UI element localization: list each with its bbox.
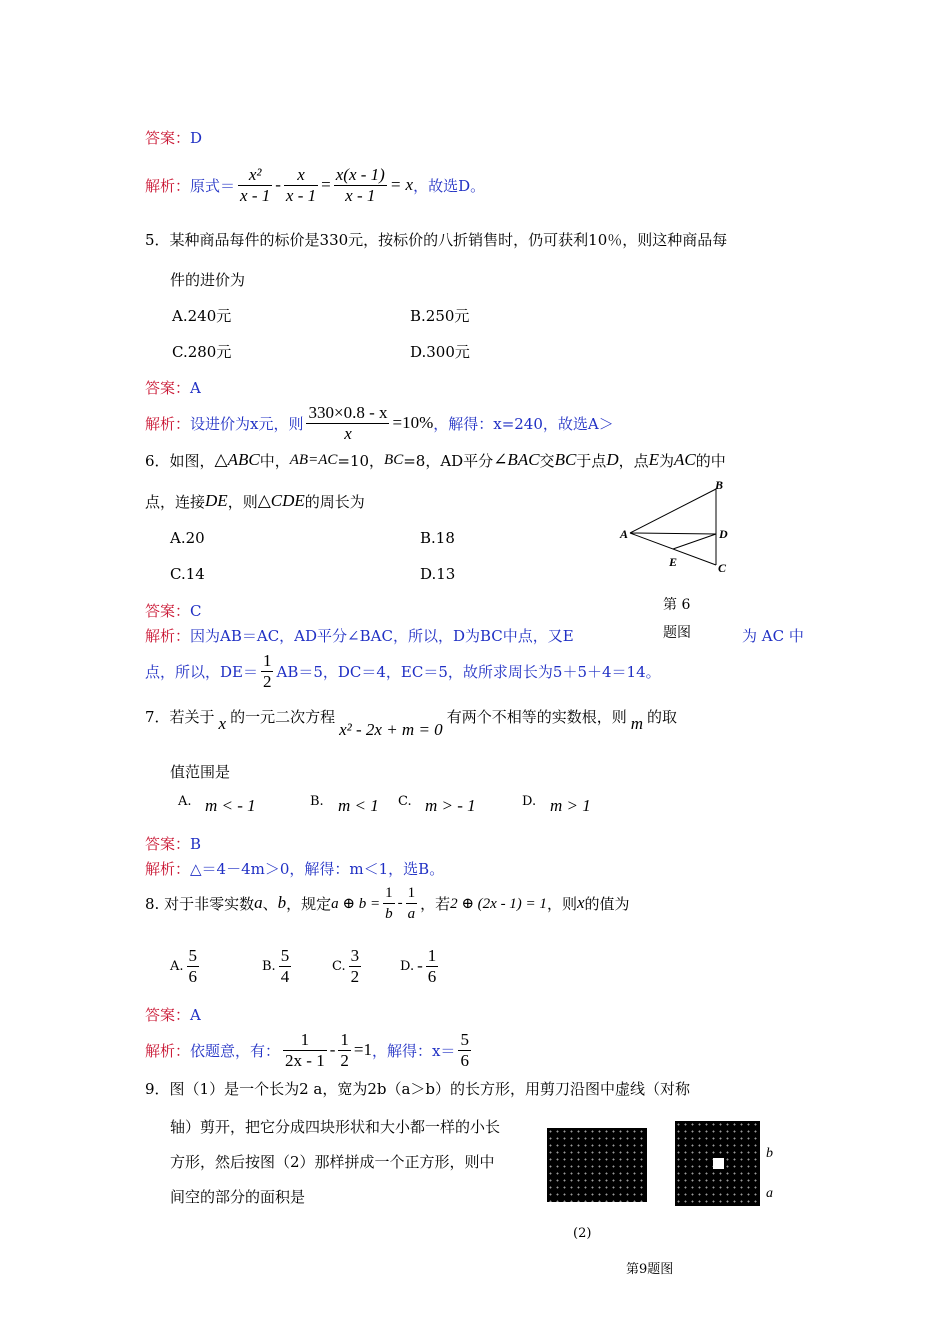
q6-stem-line2: 点，连接 DE ，则 △CDE 的周长为 bbox=[145, 491, 365, 511]
q4-analysis: 解析： 原式＝ $\frac{\text{x²}}{x - 1}$ - $\frac{x}{x - 1}$ = $\frac{x(x - 1)}{x - 1}$ = x ，故选D。 bbox=[145, 164, 486, 205]
q6-fig-caption-1: 第 6 bbox=[663, 597, 691, 613]
answer-value: D bbox=[190, 129, 203, 147]
segment-ad bbox=[630, 533, 716, 534]
q7-stem-line2: 值范围是 bbox=[170, 763, 231, 781]
q5-fraction: $\frac{330\times 0.8 - x}{x}$ bbox=[308, 402, 388, 443]
q7-analysis: 解析：△＝4－4m＞0，解得：m＜1，选B。 bbox=[145, 860, 445, 878]
q5-option-d: D.300元 bbox=[410, 343, 470, 361]
q8-option-c: C. $\frac{3}{2}$ bbox=[332, 945, 360, 986]
q6-option-a: A.20 bbox=[170, 529, 205, 547]
q7-option-a: m < - 1 bbox=[205, 796, 256, 815]
q5-option-a: A.240元 bbox=[172, 307, 232, 325]
q5-stem-line1: 5．某种商品每件的标价是330元，按标价的八折销售时，仍可获利10％，则这种商品每 bbox=[145, 231, 728, 249]
label-d: D bbox=[719, 527, 728, 541]
q5-answer: 答案：A bbox=[145, 379, 201, 397]
q7-option-d-label: D. bbox=[522, 794, 537, 809]
q7-option-b-label: B. bbox=[310, 794, 324, 809]
q8-option-b-fraction: $\frac{5}{4}$ bbox=[280, 945, 290, 986]
q8-option-d: D. - $\frac{1}{6}$ bbox=[400, 945, 437, 986]
analysis-suffix: ，故选D。 bbox=[413, 176, 486, 195]
q9-label-a: a bbox=[766, 1186, 773, 1201]
q9-figure-2-square bbox=[675, 1121, 760, 1206]
q5-option-c: C.280元 bbox=[172, 343, 232, 361]
label-c: C bbox=[718, 561, 727, 575]
q6-answer: 答案：C bbox=[145, 602, 202, 620]
triangle-figure bbox=[615, 478, 735, 578]
q5-option-b: B.250元 bbox=[410, 307, 470, 325]
q8-def-fraction-1: $\frac{1}{b}$ bbox=[385, 884, 393, 922]
q6-option-c: C.14 bbox=[170, 565, 205, 583]
q8-analysis-fraction-2: $\frac{1}{2}$ bbox=[340, 1029, 349, 1070]
q7-stem-line1: 7．若关于 x 的一元二次方程 x² - 2x + m = 0 有两个不相等的实数根，则 m 的取 bbox=[145, 707, 677, 739]
q8-option-d-fraction: $\frac{1}{6}$ bbox=[427, 945, 437, 986]
q6-analysis-line2: 点，所以，DE＝ $\frac{1}{2}$ AB＝5，DC＝4，EC＝5，故所求周长为5＋5＋4＝14。 bbox=[145, 650, 661, 691]
q9-stem-line1: 9．图（1）是一个长为2 a，宽为2b（a＞b）的长方形，用剪刀沿图中虚线（对称 bbox=[145, 1080, 691, 1098]
q8-option-b: B. $\frac{5}{4}$ bbox=[262, 945, 290, 986]
analysis-prefix: 原式＝ bbox=[190, 176, 236, 195]
q8-result-fraction: $\frac{5}{6}$ bbox=[460, 1029, 469, 1070]
q9-stem-line2: 轴）剪开，把它分成四块形状和大小都一样的小长 bbox=[170, 1118, 501, 1136]
q4-answer bbox=[145, 127, 202, 148]
q9-fig2-caption: (2) bbox=[573, 1226, 592, 1241]
q7-equation: x² - 2x + m = 0 bbox=[339, 720, 443, 739]
q8-answer: 答案：A bbox=[145, 1006, 201, 1024]
q7-option-a-label: A. bbox=[178, 794, 192, 809]
q6-stem-line1: 6．如图， △ABC 中， AB=AC =10， BC =8，AD平分 ∠BAC 交 BC 于点 D ，点 E 为 AC 的中 bbox=[145, 450, 726, 470]
q9-stem-line3: 方形，然后按图（2）那样拼成一个正方形，则中 bbox=[170, 1153, 495, 1171]
q9-center-hole bbox=[713, 1158, 724, 1169]
fraction-3: $\frac{x(x - 1)}{x - 1}$ bbox=[335, 164, 385, 205]
q5-analysis: 解析： 设进价为x元，则 $\frac{330\times 0.8 - x}{x}$ =10% ，解得：x=240，故选A＞ bbox=[145, 402, 614, 443]
q8-analysis: 解析： 依题意，有： $\frac{1}{2x - 1}$ - $\frac{1}{2}$ =1 ，解得：x＝ $\frac{5}{6}$ bbox=[145, 1029, 469, 1070]
label-e: E bbox=[669, 555, 678, 569]
q8-def-fraction-2: $\frac{1}{a}$ bbox=[407, 884, 416, 922]
q6-analysis-line1-tail: 为 AC 中 bbox=[742, 627, 804, 645]
q9-label-b: b bbox=[766, 1146, 773, 1161]
q7-option-d: m > 1 bbox=[550, 796, 591, 815]
q6-analysis-line1: 解析：因为AB＝AC，AD平分∠BAC，所以，D为BC中点，又E bbox=[145, 627, 574, 645]
q7-answer: 答案：B bbox=[145, 835, 202, 853]
q7-option-c: m > - 1 bbox=[425, 796, 476, 815]
q6-option-b: B.18 bbox=[420, 529, 455, 547]
q6-fig-caption-2: 题图 bbox=[663, 625, 691, 641]
answer-label: 答案： bbox=[145, 129, 191, 147]
q7-option-c-label: C. bbox=[398, 794, 412, 809]
analysis-label: 解析： bbox=[145, 176, 191, 195]
label-b: B bbox=[715, 478, 724, 492]
fraction-2: $\frac{x}{x - 1}$ bbox=[285, 164, 317, 205]
q9-fig-caption: 第9题图 bbox=[626, 1262, 674, 1277]
half-fraction: $\frac{1}{2}$ bbox=[262, 650, 272, 691]
segment-de bbox=[673, 534, 716, 549]
q8-stem: 8. 对于非零实数 a 、 b ，规定 a ⊕ b = $\frac{1}{b}$ - $\frac{1}{a}$ ，若 2 ⊕ (2x - 1) = 1 ，则 x 的值为 bbox=[145, 884, 630, 922]
q9-stem-line4: 间空的部分的面积是 bbox=[170, 1188, 306, 1206]
q8-analysis-fraction-1: $\frac{1}{2x - 1}$ bbox=[285, 1029, 325, 1070]
fraction-1: $\frac{\text{x²}}{x - 1}$ bbox=[240, 164, 271, 205]
q6-option-d: D.13 bbox=[420, 565, 456, 583]
label-a: A bbox=[620, 527, 629, 541]
q9-figure-1-rectangle bbox=[547, 1128, 647, 1202]
q8-option-a-fraction: $\frac{5}{6}$ bbox=[188, 945, 198, 986]
result: = x bbox=[389, 175, 414, 194]
segment-ab bbox=[630, 489, 716, 533]
q5-stem-line2: 件的进价为 bbox=[170, 271, 246, 289]
q8-option-c-fraction: $\frac{3}{2}$ bbox=[350, 945, 360, 986]
q8-option-a: A. $\frac{5}{6}$ bbox=[170, 945, 198, 986]
q7-option-b: m < 1 bbox=[338, 796, 379, 815]
